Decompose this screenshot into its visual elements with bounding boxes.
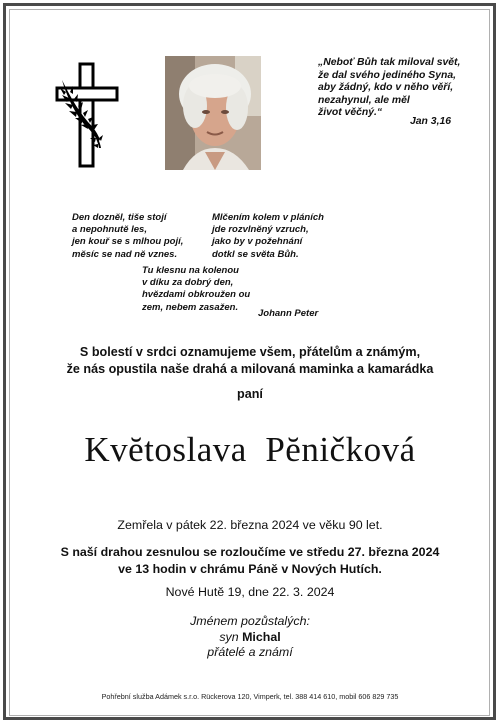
poem-stanza-2 — [212, 212, 324, 261]
funeral-line: ve 13 hodin v chrámu Pánĕ v Nových Hutích. — [118, 562, 382, 576]
verse-line: nezahynul, ale měl — [318, 94, 410, 106]
deceased-name: Kvĕtoslava Pĕničková — [84, 430, 416, 469]
poem-line: jako by v požehnání — [212, 236, 303, 248]
cross-with-palm-icon — [54, 62, 120, 168]
portrait-photo — [165, 56, 261, 170]
poem-line: jen kouř se s mlhou pojí, — [72, 236, 184, 248]
son-prefix: syn — [219, 629, 239, 644]
verse-line: že dal svého jediného Syna, — [318, 69, 457, 81]
poem-line: Den doznĕl, tiše stojí — [72, 212, 167, 223]
mourners-son — [0, 630, 500, 646]
poem-line: Mlčením kolem v pláních — [212, 212, 324, 223]
verse-reference: Jan 3,16 — [410, 116, 452, 127]
mourners-others: přátelé a známí — [207, 645, 293, 659]
verse-line: aby žádný, kdo v něho věří, — [318, 82, 454, 94]
son-name: Michal — [242, 629, 281, 644]
poem-line: jde rozvlnĕný vzruch, — [212, 224, 309, 236]
announcement-line: že nás opustila naše drahá a milovaná maminka a kamarádka — [66, 362, 434, 376]
place-date: Nové Hutĕ 19, dne 22. 3. 2024 — [165, 585, 335, 599]
verse-line: „Neboť Bůh tak miloval svět, — [318, 57, 461, 68]
poem-author: Johann Peter — [258, 308, 319, 319]
poem-line: a nepohnutĕ les, — [72, 224, 147, 236]
funeral-info — [0, 544, 500, 578]
poem-line: zem, nebem zasažen. — [142, 301, 239, 313]
poem-line: mĕsíc se nad nĕ vznes. — [72, 248, 178, 260]
funeral-service-footer: Pohřební služba Adámek s.r.o. Rückerova 120, Vimperk, tel. 388 414 610, mobil 606 829 735 — [101, 692, 399, 701]
poem-line: dotkl se svĕta Bůh. — [212, 248, 299, 260]
mourners-heading: Jménem pozůstalých: — [190, 614, 310, 628]
funeral-line: S naší drahou zesnulou se rozloučíme ve středu 27. března 2024 — [60, 545, 440, 559]
bible-verse — [318, 57, 488, 120]
poem-stanza-3 — [142, 265, 250, 314]
title-word: paní — [237, 387, 263, 401]
death-line: Zemřela v pátek 22. března 2024 ve vĕku 90 let. — [117, 518, 383, 532]
poem-stanza-1 — [72, 212, 183, 261]
poem-line: Tu klesnu na kolenou — [142, 265, 239, 276]
mourners — [0, 614, 500, 661]
announcement — [0, 344, 500, 378]
verse-line: život věčný.“ — [318, 107, 383, 119]
poem-line: hvĕzdami obkroužen ou — [142, 289, 251, 301]
announcement-line: S bolestí v srdci oznamujeme všem, přátelům a známým, — [79, 345, 421, 359]
poem-line: v díku za dobrý den, — [142, 277, 234, 289]
